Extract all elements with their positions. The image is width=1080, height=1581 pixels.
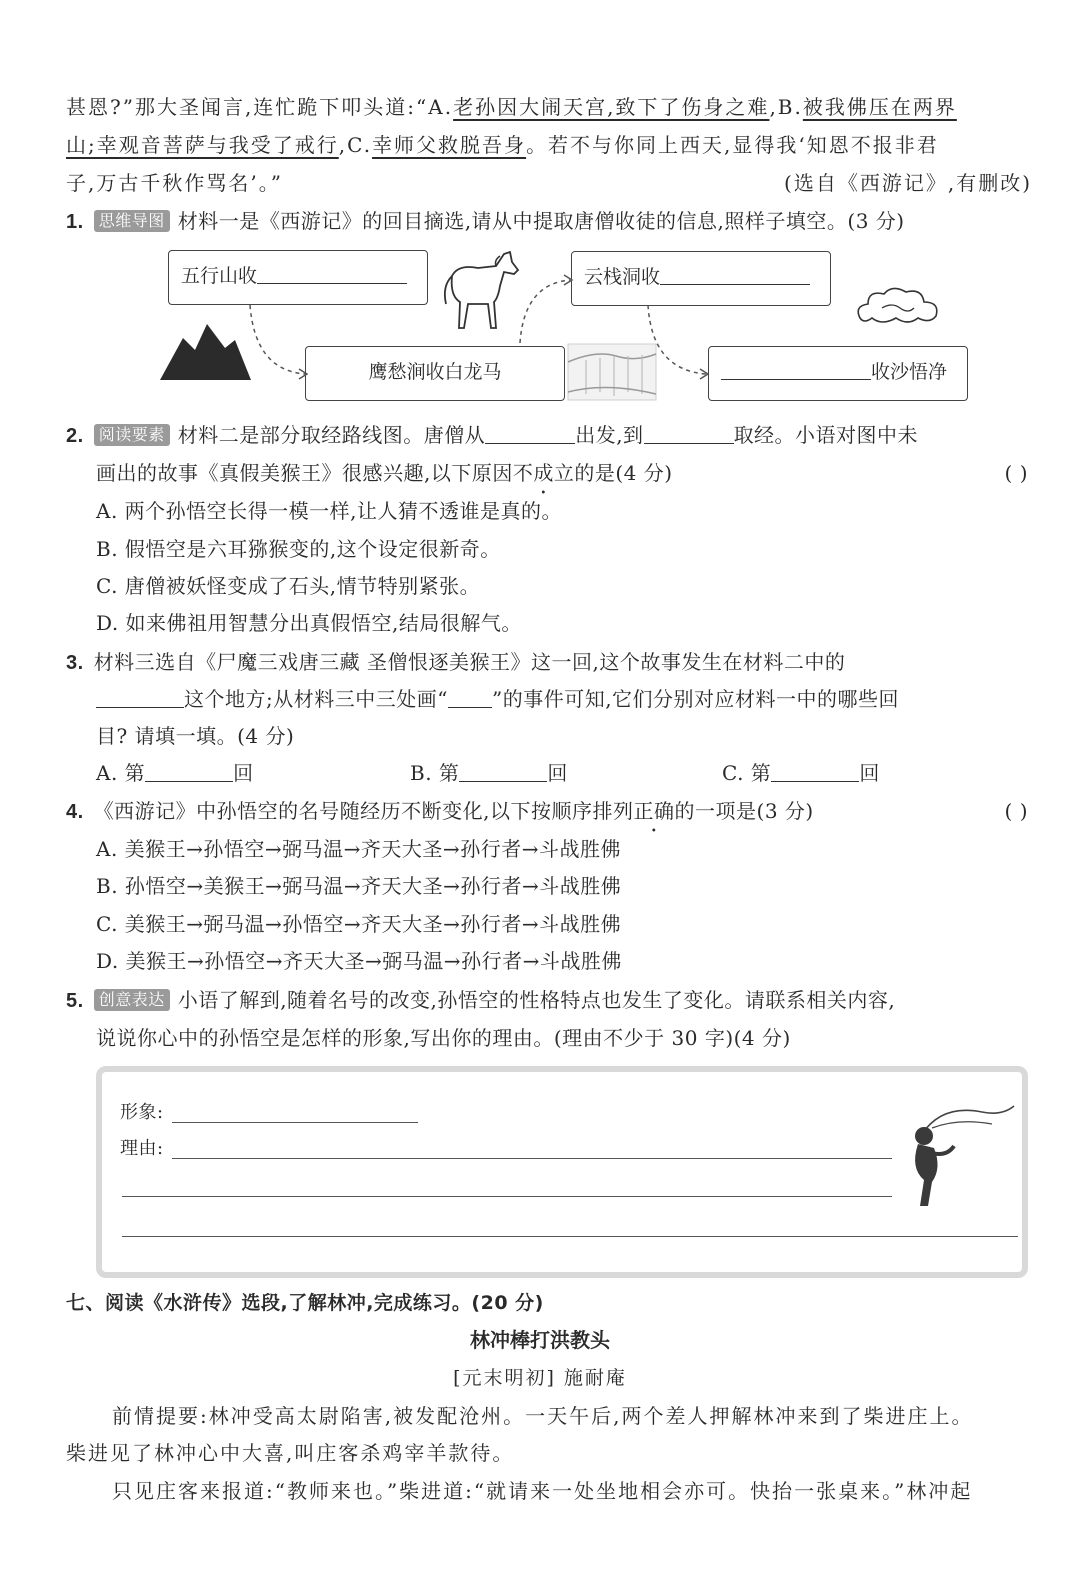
underlined-event-a: 老孙因大闹天宫,致下了伤身之难 [453, 95, 770, 119]
q3-fill-a [96, 758, 254, 788]
q2-line-1 [66, 420, 918, 451]
q5-reason-line-1[interactable] [172, 1158, 892, 1159]
q4-prompt [66, 796, 814, 827]
q3-label-a: A. 第 [96, 761, 146, 785]
underlined-event-b-cont: 山;幸观音菩萨与我受了戒行 [66, 133, 339, 157]
q1-tag: 思维导图 [94, 210, 170, 232]
q4-answer-paren[interactable]: ( ) [1004, 799, 1028, 823]
story-para-2: 只见庄客来报道:“教师来也。”柴进道:“就请来一处坐地相会亦可。快抬一张桌来。”林冲起 [112, 1479, 973, 1503]
q3-hui: 回 [233, 761, 254, 785]
mindmap-box-4 [708, 346, 968, 401]
q5-line-2: 说说你心中的孙悟空是怎样的形象,写出你的理由。(理由不少于 30 字)(4 分) [96, 1026, 791, 1050]
q3-text: 这个地方;从材料三中三处画“ [184, 687, 448, 711]
q3-blank-a[interactable] [145, 761, 233, 782]
intro-line-3 [66, 168, 283, 198]
q4-option-c[interactable]: C. 美猴王→弼马温→孙悟空→齐天大圣→孙行者→斗战胜佛 [96, 912, 622, 936]
monkey-king-icon [902, 1098, 1020, 1214]
q4-option-b[interactable]: B. 孙悟空→美猴王→弼马温→齐天大圣→孙行者→斗战胜佛 [96, 874, 622, 898]
mindmap-box-2-label: 云栈洞收 [584, 266, 661, 288]
q3-blank-mark [448, 687, 492, 708]
q3-blank-place[interactable] [96, 687, 184, 708]
q2-line-2 [96, 458, 673, 488]
q2-option-c[interactable]: C. 唐僧被妖怪变成了石头,情节特别紧张。 [96, 574, 481, 598]
intro-source: (选自《西游记》,有删改) [784, 171, 1032, 195]
intro-text: ,C. [338, 133, 373, 157]
mountain-icon [155, 318, 255, 382]
q2-tag: 阅读要素 [94, 424, 170, 446]
q3-hui: 回 [859, 761, 880, 785]
q5-reason-line-2[interactable] [122, 1196, 892, 1197]
q3-line-1 [66, 647, 845, 678]
q4-option-d[interactable]: D. 美猴王→孙悟空→齐天大圣→弼马温→孙行者→斗战胜佛 [96, 949, 622, 973]
q3-line-3: 目? 请填一填。(4 分) [96, 724, 295, 748]
q5-line-1 [66, 985, 895, 1016]
story-para-1b: 柴进见了林冲心中大喜,叫庄客杀鸡宰羊款待。 [66, 1441, 515, 1465]
mindmap-box-3 [305, 346, 565, 401]
q5-number: 5. [66, 990, 84, 1012]
mindmap-box-1-label: 五行山收 [181, 265, 258, 287]
underlined-event-b: 被我佛压在两界 [802, 95, 957, 119]
underlined-event-c: 幸师父救脱吾身 [372, 133, 527, 157]
q1-number: 1. [66, 211, 84, 233]
intro-text: 。若不与你同上西天,显得我‘知恩不报非君 [526, 133, 939, 157]
q3-hui: 回 [547, 761, 568, 785]
q4-text: 的一项是(3 分) [674, 799, 814, 823]
q3-line-2 [96, 684, 899, 714]
mindmap-blank-2[interactable] [660, 264, 810, 285]
intro-text: ,B. [769, 95, 803, 119]
dashed-arrow-icon [510, 268, 576, 348]
q2-number: 2. [66, 425, 84, 447]
q1-prompt [66, 206, 905, 237]
q2-text: 的是(4 分) [574, 461, 673, 485]
mindmap-box-1 [168, 250, 428, 305]
q2-text: 材料二是部分取经路线图。唐僧从 [177, 423, 486, 447]
q4-emphasis-text: 正确 [633, 799, 675, 823]
intro-text: 甚恩?”那大圣闻言,连忙跪下叩头道:“A. [66, 95, 454, 119]
q4-option-a[interactable]: A. 美猴王→孙悟空→弼马温→齐天大圣→孙行者→斗战胜佛 [96, 837, 621, 861]
q4-number: 4. [66, 801, 84, 823]
mindmap-blank-4[interactable] [721, 359, 871, 380]
q1-text: 材料一是《西游记》的回目摘选,请从中提取唐僧收徒的信息,照样子填空。(3 分) [177, 209, 905, 233]
mindmap-box-3-label: 鹰愁涧收白龙马 [368, 361, 502, 383]
mindmap-box-4-label: 收沙悟净 [871, 361, 948, 383]
q4-text: 《西游记》中孙悟空的名号随经历不断变化,以下按顺序排列 [93, 799, 634, 823]
mindmap-box-2 [571, 251, 831, 306]
dashed-arrow-icon [640, 300, 716, 382]
q3-number: 3. [66, 652, 84, 674]
story-para-1a: 前情提要:林冲受高太尉陷害,被发配沧州。一天午后,两个差人押解林冲来到了柴进庄上。 [112, 1404, 974, 1428]
q5-label-image: 形象: [120, 1102, 164, 1123]
q2-option-d[interactable]: D. 如来佛祖用智慧分出真假悟空,结局很解气。 [96, 611, 522, 635]
q5-label-reason: 理由: [120, 1138, 164, 1159]
q3-label-c: C. 第 [722, 761, 772, 785]
section7-title: 七、阅读《水浒传》选段,了解林冲,完成练习。(20 分) [66, 1292, 544, 1314]
q5-image-line[interactable] [172, 1122, 418, 1123]
q3-text: ”的事件可知,它们分别对应材料一中的哪些回 [491, 687, 900, 711]
q5-tag: 创意表达 [94, 989, 170, 1011]
q2-text: 画出的故事《真假美猴王》很感兴趣,以下原因 [96, 461, 513, 485]
intro-text: 子,万古千秋作骂名’。” [66, 171, 283, 195]
q2-emphasis-text: 不成立 [512, 461, 575, 485]
q2-option-b[interactable]: B. 假悟空是六耳猕猴变的,这个设定很新奇。 [96, 537, 501, 561]
q3-fill-c [722, 758, 880, 788]
q3-blank-c[interactable] [771, 761, 859, 782]
mindmap-blank-1[interactable] [257, 263, 407, 284]
cloud-icon [852, 282, 944, 330]
q5-answer-box [96, 1066, 1028, 1278]
q2-text: 取经。小语对图中未 [733, 423, 919, 447]
q3-text: 材料三选自《尸魔三戏唐三藏 圣僧恨逐美猴王》这一回,这个故事发生在材料二中的 [93, 650, 846, 674]
intro-line-2 [66, 130, 939, 160]
q2-text: 出发,到 [575, 423, 644, 447]
q2-answer-paren[interactable]: ( ) [1004, 461, 1028, 485]
q3-fill-b [410, 758, 568, 788]
q5-reason-line-3[interactable] [122, 1236, 1018, 1237]
horse-icon [438, 246, 520, 334]
dashed-arrow-icon [245, 300, 315, 380]
q5-text: 小语了解到,随着名号的改变,孙悟空的性格特点也发生了变化。请联系相关内容, [177, 988, 896, 1012]
q2-option-a[interactable]: A. 两个孙悟空长得一模一样,让人猜不透谁是真的。 [96, 499, 563, 523]
q2-blank-start[interactable] [485, 423, 575, 444]
q2-blank-end[interactable] [644, 423, 734, 444]
q3-blank-b[interactable] [459, 761, 547, 782]
q3-label-b: B. 第 [410, 761, 460, 785]
story-title: 林冲棒打洪教头 [470, 1328, 610, 1352]
intro-line-1 [66, 92, 957, 122]
story-author: [元末明初] 施耐庵 [453, 1367, 627, 1389]
